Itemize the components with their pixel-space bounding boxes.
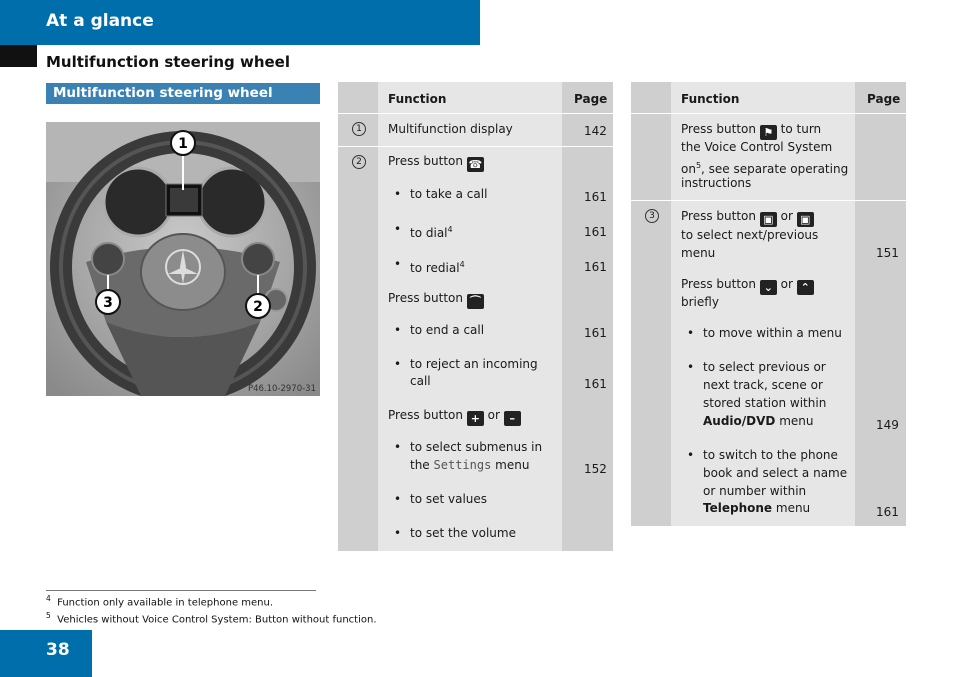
list-item: • to switch to the phone xyxy=(703,447,838,464)
callout-2 xyxy=(246,294,270,318)
row-text: Press button ⌄ or ⌃ xyxy=(681,276,814,295)
steering-wheel-image xyxy=(46,122,320,396)
row-page: 161 xyxy=(584,260,607,274)
list-item: • to end a call xyxy=(410,322,484,339)
row-page: 161 xyxy=(584,326,607,340)
list-item: • to select submenus in xyxy=(410,439,542,456)
section-title: Multifunction steering wheel xyxy=(46,83,320,104)
col-header-function: Function xyxy=(681,92,740,106)
row-text: Press button ⚑ to turn xyxy=(681,122,822,139)
list-item-cont: the Settings menu xyxy=(410,458,530,472)
phone-accept-icon: ☎ xyxy=(468,158,483,171)
row-text: $on^5$, see separate operating xyxy=(681,161,849,176)
chevron-down-icon: ⌄ xyxy=(760,280,777,295)
header-black-tab xyxy=(0,45,37,67)
list-item-cont: Telephone menu xyxy=(703,501,811,515)
callout-1 xyxy=(171,131,195,155)
minus-icon: – xyxy=(504,411,521,426)
row-text: Press button ▣ or ▣ xyxy=(681,208,814,227)
page-header-title: At a glance xyxy=(46,11,154,31)
row-number: 2 xyxy=(352,155,366,169)
row-page: 149 xyxy=(876,418,899,432)
voice-control-icon: ⚑ xyxy=(760,125,777,140)
row-page: 161 xyxy=(584,225,607,239)
col-header-function: Function xyxy=(388,92,447,106)
row-page: 142 xyxy=(584,124,607,138)
function-table-left xyxy=(338,82,613,551)
list-item-cont: call xyxy=(410,374,431,388)
row-page: 152 xyxy=(584,462,607,476)
row-text: menu xyxy=(681,246,716,260)
list-item-cont: or number within xyxy=(703,484,807,498)
col-header-page: Page xyxy=(574,92,608,106)
row-text: Press button ☎ xyxy=(388,154,483,171)
chevron-up-icon: ⌃ xyxy=(797,280,814,295)
svg-text:2: 2 xyxy=(253,299,263,315)
list-item: • to set the volume xyxy=(410,525,516,542)
menu-next-icon: ▣ xyxy=(760,212,777,227)
svg-text:3: 3 xyxy=(103,295,113,311)
row-text: Multifunction display xyxy=(388,122,513,136)
row-number: 1 xyxy=(352,122,366,136)
row-text: Press button + or – xyxy=(388,407,521,426)
function-table-right xyxy=(631,82,906,526)
list-item-cont: Audio/DVD menu xyxy=(703,414,814,428)
row-text: instructions xyxy=(681,176,752,190)
list-item: • to dial$^4$ xyxy=(410,221,453,242)
list-item: • to select previous or xyxy=(703,359,826,376)
row-text: to select next/previous xyxy=(681,228,819,242)
list-item-cont: book and select a name xyxy=(703,466,848,480)
page-number: 38 xyxy=(46,640,70,660)
row-number: 3 xyxy=(645,209,659,223)
list-item-cont: next track, scene or xyxy=(703,378,823,392)
footnote-divider xyxy=(46,590,316,591)
row-page: 161 xyxy=(584,190,607,204)
list-item: • to redial$^4$ xyxy=(410,256,465,277)
image-code: P46.10-2970-31 xyxy=(247,384,316,394)
footnote: $^4$ Function only available in telephone menu. xyxy=(46,594,274,609)
footnote: $^5$ Vehicles without Voice Control System: Button without function. xyxy=(46,611,377,626)
list-item-cont: stored station within xyxy=(703,396,827,410)
row-text: the Voice Control System xyxy=(681,140,833,154)
list-item: • to take a call xyxy=(410,186,487,203)
plus-icon: + xyxy=(467,411,484,426)
row-page: 151 xyxy=(876,246,899,260)
col-header-page: Page xyxy=(867,92,901,106)
list-item: • to set values xyxy=(410,491,487,508)
phone-end-icon: ⌒ xyxy=(467,294,484,309)
list-item: • to move within a menu xyxy=(703,325,842,342)
page-subtitle: Multifunction steering wheel xyxy=(46,53,290,71)
row-text: Press button ⌒ xyxy=(388,290,484,309)
row-page: 161 xyxy=(584,377,607,391)
callout-3 xyxy=(96,290,120,314)
list-item: • to reject an incoming xyxy=(410,356,538,373)
menu-prev-icon: ▣ xyxy=(797,212,814,227)
row-page: 161 xyxy=(876,505,899,519)
row-text: briefly xyxy=(681,295,719,309)
svg-text:1: 1 xyxy=(178,136,188,152)
